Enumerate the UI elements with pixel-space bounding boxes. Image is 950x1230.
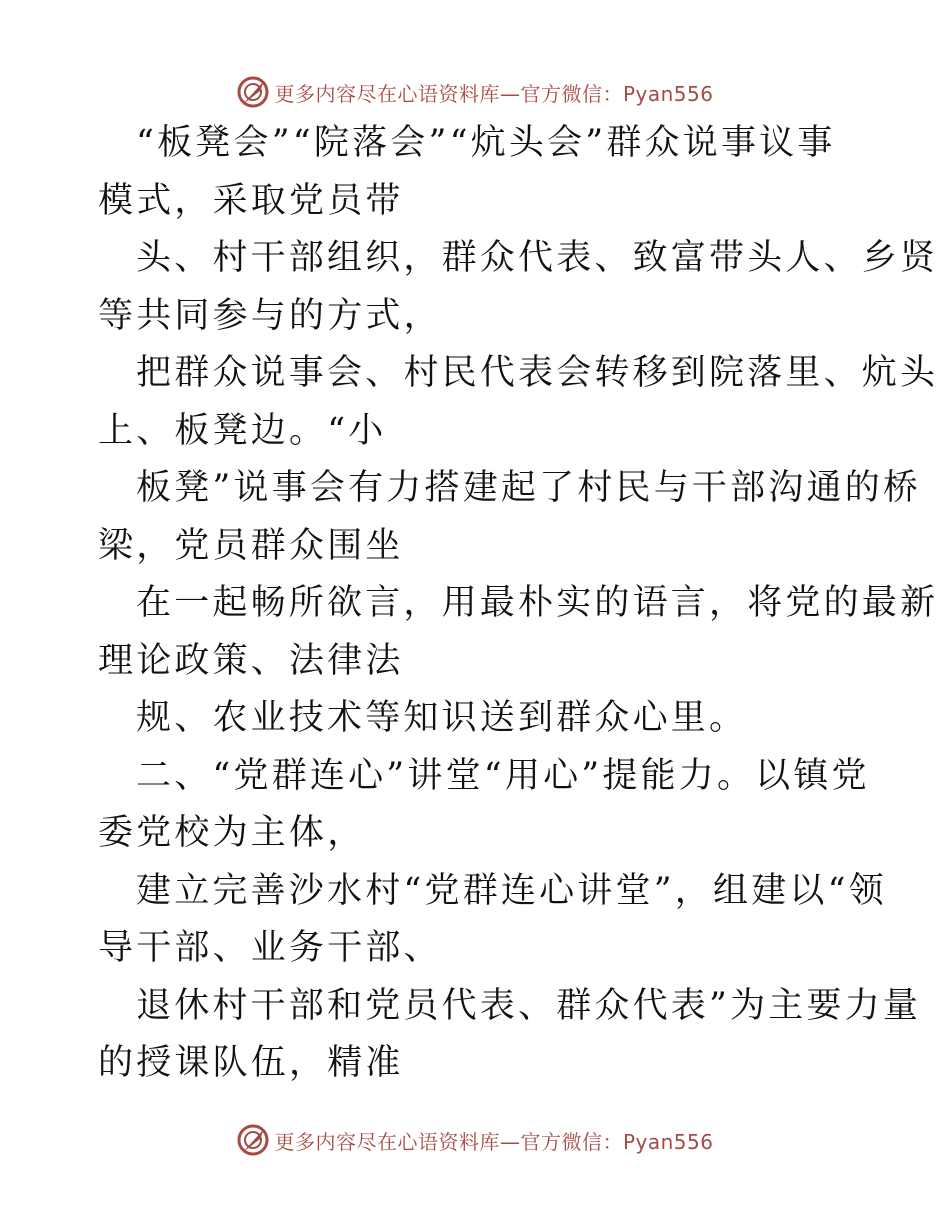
text-line: 等共同参与的方式， <box>98 295 442 336</box>
text-line: “板凳会”“院落会”“炕头会”群众说事议事 <box>136 123 836 163</box>
text-line: 把群众说事会、村民代表会转移到院落里、炕头 <box>136 353 939 393</box>
text-line: 理论政策、法律法 <box>98 640 404 681</box>
quill-logo-icon <box>236 75 270 109</box>
header-watermark <box>0 72 950 112</box>
text-line: 导干部、业务干部、 <box>98 928 442 968</box>
text-line: 头、村干部组织，群众代表、致富带头人、乡贤 <box>136 238 939 278</box>
watermark-text: 更多内容尽在心语资料库—官方微信：Pyan556 <box>274 81 714 106</box>
text-line: 委党校为主体， <box>98 813 366 853</box>
text-line: 在一起畅所欲言，用最朴实的语言，将党的最新 <box>136 583 939 623</box>
text-line: 梁，党员群众围坐 <box>98 525 404 566</box>
text-line: 的授课队伍，精准 <box>98 1043 404 1083</box>
watermark-text: 更多内容尽在心语资料库—官方微信：Pyan556 <box>274 1129 714 1154</box>
text-line: 模式，采取党员带 <box>98 180 404 221</box>
text-line: 退休村干部和党员代表、群众代表”为主要力量 <box>136 985 922 1026</box>
text-line: 上、板凳边。“小 <box>98 410 387 451</box>
text-line: 建立完善沙水村“党群连心讲堂”，组建以“领 <box>136 870 887 911</box>
footer-watermark <box>0 1120 950 1160</box>
quill-logo-icon <box>236 1123 270 1157</box>
text-line: 板凳”说事会有力搭建起了村民与干部沟通的桥 <box>136 468 922 508</box>
text-line: 规、农业技术等知识送到群众心里。 <box>136 698 748 738</box>
text-line: 二、“党群连心”讲堂“用心”提能力。以镇党 <box>136 755 870 796</box>
